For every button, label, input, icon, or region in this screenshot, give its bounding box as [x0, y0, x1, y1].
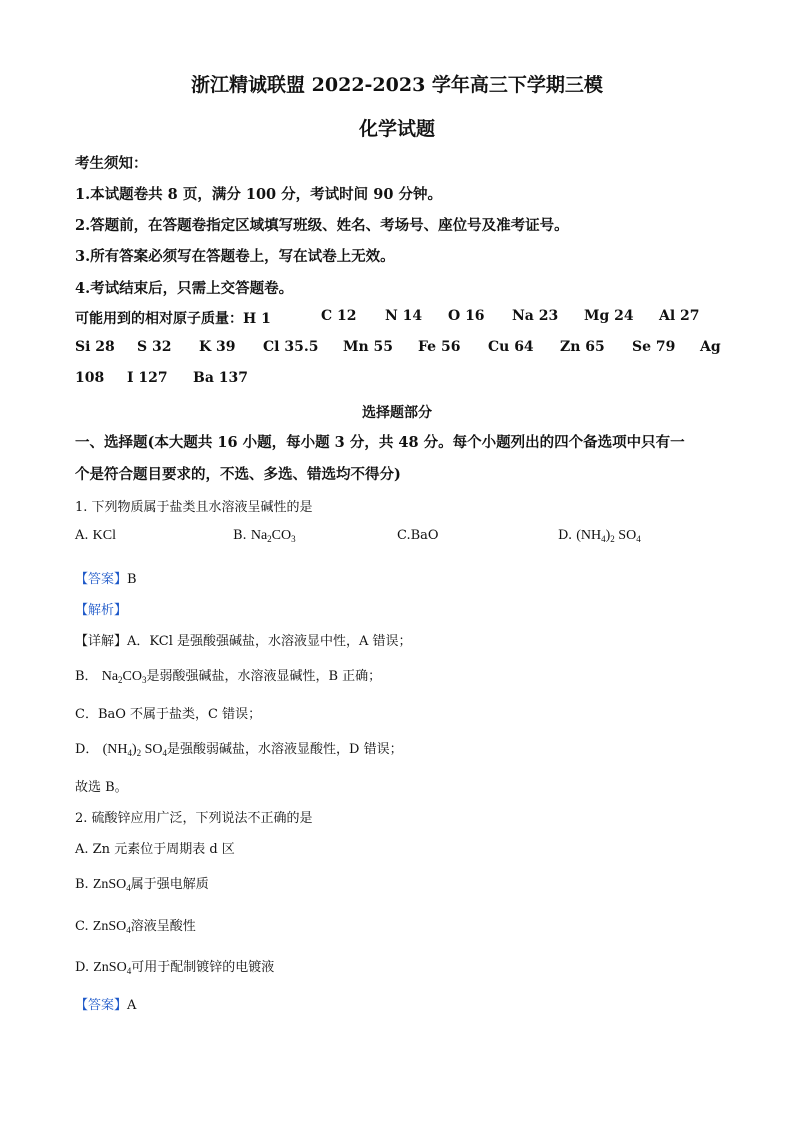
q2-stem: 2. 硫酸锌应用广泛，下列说法不正确的是: [75, 811, 313, 826]
formula-part: SO: [144, 742, 163, 757]
detail-d-text: 是强酸弱碱盐，水溶液显酸性，D 错误；: [167, 742, 403, 757]
formula-sub: 2: [118, 675, 123, 685]
mass-ba: Ba 137: [193, 370, 249, 386]
detail-prefix: B．: [75, 669, 98, 684]
q1-option-c-label: C.: [397, 528, 411, 543]
q1-option-c-text: BaO: [410, 528, 439, 543]
q1-option-b-formula: [251, 528, 296, 543]
mass-n: N 14: [385, 308, 423, 324]
q2-option-c: [75, 915, 196, 935]
mass-i: I 127: [127, 370, 168, 386]
mass-na: Na 23: [512, 308, 559, 324]
section-intro-1: 一、选择题(本大题共 16 小题，每小题 3 分，共 48 分。每个小题列出的四个备选项中只有一: [75, 434, 685, 451]
formula-part: ZnSO: [93, 960, 127, 975]
formula-sub: 2: [267, 534, 272, 544]
q1-option-a-label: A.: [75, 528, 89, 543]
mass-ag-value: 108: [75, 370, 105, 386]
mass-si: Si 28: [75, 339, 115, 355]
formula-sub: 3: [291, 534, 296, 544]
q2-option-b-text: 属于强电解质: [130, 877, 209, 892]
mass-al: Al 27: [659, 308, 700, 324]
exam-subtitle: 化学试题: [358, 118, 435, 140]
q1-detail-b: [75, 665, 381, 685]
mass-mn: Mn 55: [343, 339, 394, 355]
q2-option-c-text: 溶液呈酸性: [130, 919, 196, 934]
formula-part: ZnSO: [92, 919, 127, 934]
q1-detail-a: [75, 630, 412, 649]
notice-item-4: 4.考试结束后，只需上交答题卷。: [75, 280, 294, 297]
formula-part: ZnSO: [92, 877, 127, 892]
zinc-sulfate-formula: [93, 960, 131, 975]
mass-h: H 1: [243, 311, 271, 327]
zinc-sulfate-formula: [93, 919, 131, 934]
q1-analysis-tag: 【解析】: [75, 603, 128, 618]
formula-sub: 4: [127, 748, 132, 758]
q2-option-b: [75, 873, 209, 893]
q1-detail-d: [75, 738, 403, 758]
q1-option-b-label: B.: [233, 528, 247, 543]
mass-c: C 12: [321, 308, 357, 324]
answer-value: A: [127, 998, 137, 1013]
q1-option-d: [558, 528, 641, 544]
q1-option-a-text: KCl: [92, 528, 117, 543]
formula-part: (NH: [576, 528, 602, 543]
q2-option-d-text: 可用于配制镀锌的电镀液: [131, 960, 275, 975]
q1-option-d-formula: [576, 528, 640, 543]
zinc-sulfate-formula: [93, 877, 131, 892]
detail-b-formula: [102, 669, 147, 684]
q1-answer: [75, 568, 137, 587]
q2-option-d-label: D.: [75, 960, 90, 975]
notice-heading: 考生须知：: [75, 155, 148, 172]
notice-item-2: 2.答题前，在答题卷指定区域填写班级、姓名、考场号、座位号及准考证号。: [75, 217, 569, 234]
q2-option-a: A. Zn 元素位于周期表 d 区: [75, 842, 235, 857]
q1-option-a: [75, 528, 116, 544]
mass-cl: Cl 35.5: [263, 339, 319, 355]
q1-option-b: [233, 528, 296, 544]
q2-option-c-label: C.: [75, 919, 89, 934]
q2-answer: [75, 994, 136, 1013]
detail-prefix: D．: [75, 742, 99, 757]
formula-part: Na: [250, 528, 268, 543]
formula-sub: 4: [126, 883, 131, 893]
mass-zn: Zn 65: [560, 339, 605, 355]
formula-sub: 4: [126, 966, 132, 976]
mass-o: O 16: [448, 308, 485, 324]
formula-sub: 2: [610, 534, 615, 544]
notice-item-1: 1.本试题卷共 8 页，满分 100 分，考试时间 90 分钟。: [75, 186, 442, 203]
mass-fe: Fe 56: [418, 339, 461, 355]
formula-sub: 4: [601, 534, 606, 544]
notice-item-3: 3.所有答案必须写在答题卷上，写在试卷上无效。: [75, 248, 395, 265]
formula-sub: 4: [162, 748, 168, 758]
q1-option-c: [397, 528, 439, 543]
formula-part: CO: [271, 528, 292, 543]
formula-sub: 4: [636, 534, 641, 544]
mass-mg: Mg 24: [584, 308, 634, 324]
formula-part: ): [131, 742, 137, 757]
q2-option-d: [75, 956, 274, 976]
q1-option-d-label: D.: [558, 528, 573, 543]
formula-part: CO: [122, 669, 142, 684]
detail-a-text: A．KCl 是强酸强碱盐，水溶液显中性，A 错误；: [127, 634, 412, 649]
detail-tag: 【详解】: [75, 634, 128, 649]
formula-part: Na: [101, 669, 119, 684]
formula-sub: 3: [141, 675, 147, 685]
detail-b-text: 是弱酸强碱盐，水溶液显碱性，B 正确；: [146, 669, 382, 684]
mass-se: Se 79: [632, 339, 676, 355]
masses-label-text: 可能用到的相对原子质量：: [75, 311, 243, 327]
answer-value: B: [127, 572, 137, 587]
q1-stem: 1. 下列物质属于盐类且水溶液呈碱性的是: [75, 500, 313, 515]
formula-sub: 4: [126, 925, 131, 935]
formula-sub: 2: [136, 748, 142, 758]
mass-s: S 32: [137, 339, 172, 355]
mass-ag: Ag: [700, 339, 721, 355]
masses-label: [75, 308, 271, 328]
formula-part: ): [605, 528, 611, 543]
exam-title: 浙江精诚联盟 2022-2023 学年高三下学期三模: [191, 74, 603, 96]
q1-conclusion: 故选 B。: [75, 780, 128, 795]
answer-tag: 【答案】: [75, 572, 128, 587]
mass-cu: Cu 64: [488, 339, 534, 355]
section-title: 选择题部分: [362, 405, 432, 421]
formula-part: SO: [618, 528, 637, 543]
section-intro-2: 个是符合题目要求的，不选、多选、错选均不得分): [75, 466, 401, 483]
answer-tag: 【答案】: [75, 998, 128, 1013]
formula-part: (NH: [102, 742, 128, 757]
q2-option-b-label: B.: [75, 877, 89, 892]
mass-k: K 39: [199, 339, 236, 355]
detail-d-formula: [103, 742, 167, 757]
q1-detail-c: C．BaO 不属于盐类，C 错误；: [75, 707, 262, 722]
